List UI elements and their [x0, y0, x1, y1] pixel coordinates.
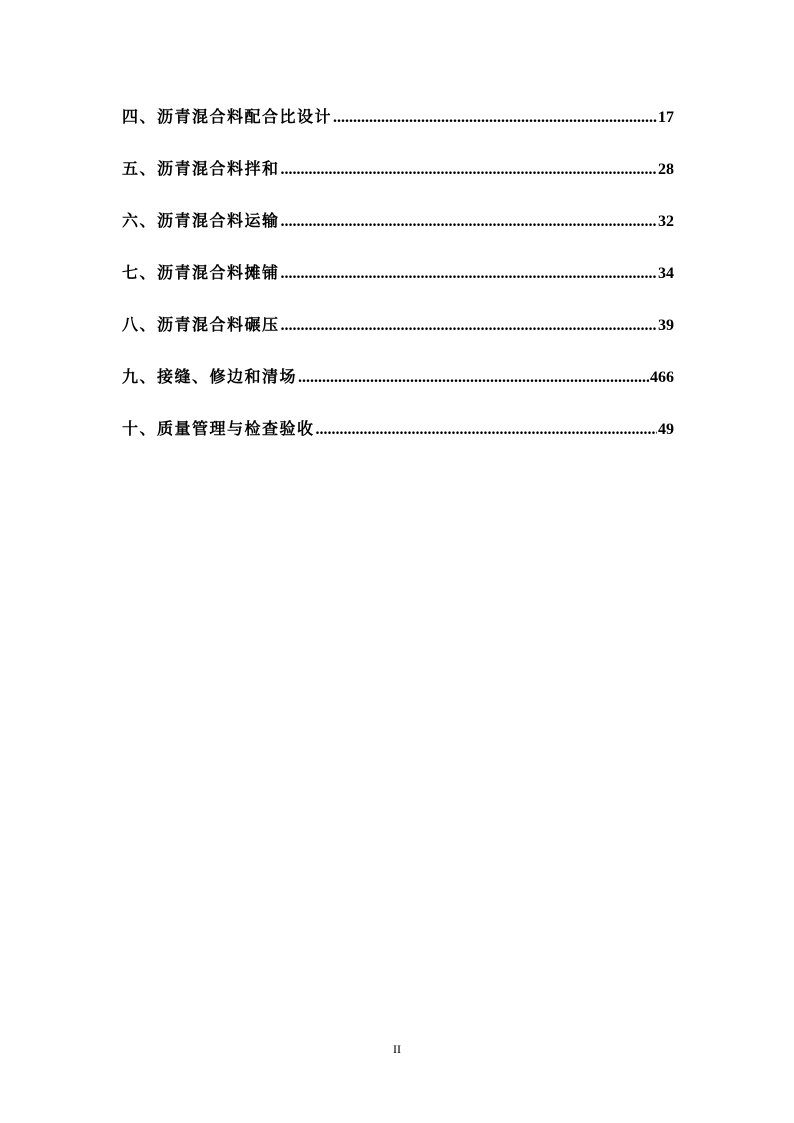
toc-entry-page: 32: [658, 213, 674, 230]
page-number: II: [393, 1042, 401, 1056]
table-of-contents: [122, 104, 674, 468]
toc-entry-page: 49: [658, 421, 674, 438]
toc-entry-title: 七、沥青混合料摊铺: [122, 263, 280, 282]
toc-entry-title: 十、质量管理与检查验收: [122, 419, 315, 438]
toc-entry-title: 九、接缝、修边和清场: [122, 367, 298, 386]
dot-leader: [281, 317, 657, 335]
toc-entry-title: 四、沥青混合料配合比设计: [122, 107, 333, 126]
toc-entry[interactable]: [122, 364, 674, 416]
toc-entry[interactable]: [122, 156, 674, 208]
toc-entry-page: 466: [650, 369, 674, 386]
toc-entry-page: 28: [658, 161, 674, 178]
toc-entry-page: 39: [658, 317, 674, 334]
toc-entry[interactable]: [122, 104, 674, 156]
dot-leader: [298, 369, 649, 387]
toc-entry[interactable]: [122, 312, 674, 364]
toc-entry[interactable]: [122, 416, 674, 468]
dot-leader: [281, 265, 657, 283]
toc-entry-title: 六、沥青混合料运输: [122, 211, 280, 230]
toc-entry[interactable]: [122, 208, 674, 260]
dot-leader: [316, 421, 657, 439]
toc-entry[interactable]: [122, 260, 674, 312]
toc-entry-title: 八、沥青混合料碾压: [122, 315, 280, 334]
dot-leader: [281, 213, 657, 231]
toc-entry-title: 五、沥青混合料拌和: [122, 159, 280, 178]
toc-entry-page: 34: [658, 265, 674, 282]
dot-leader: [333, 109, 657, 127]
toc-entry-page: 17: [658, 109, 674, 126]
dot-leader: [281, 161, 657, 179]
